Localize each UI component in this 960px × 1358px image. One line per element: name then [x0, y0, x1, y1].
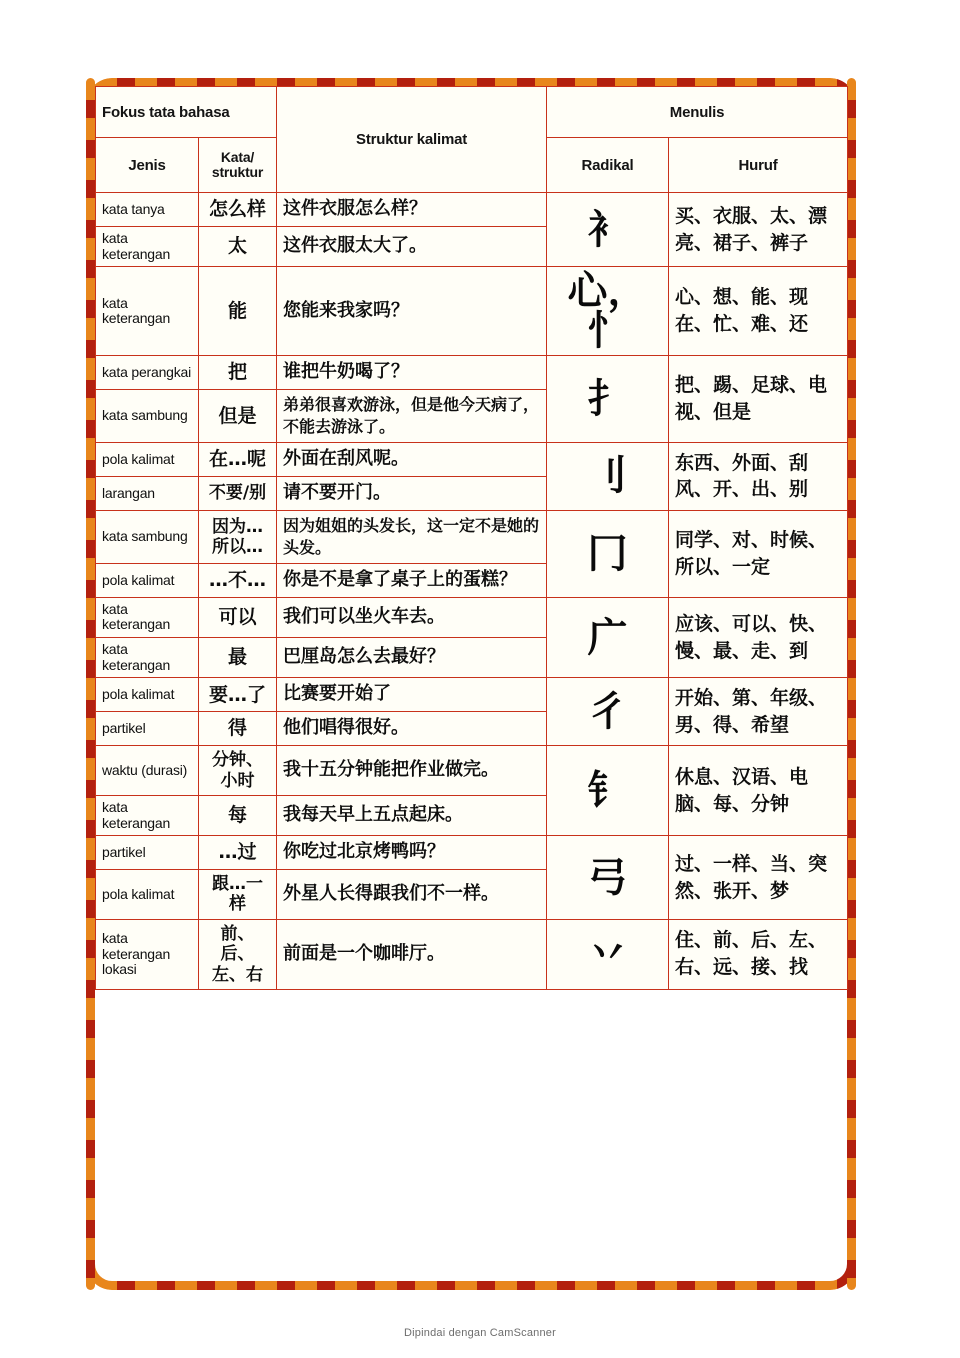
cell-huruf: 住、前、后、左、右、远、接、找	[669, 919, 848, 989]
header-row-groups	[96, 87, 848, 138]
cell-radikal: 扌	[547, 356, 669, 443]
cell-struktur-kalimat: 你吃过北京烤鸭吗？	[277, 836, 547, 870]
cell-huruf: 休息、汉语、电脑、每、分钟	[669, 746, 848, 836]
cell-struktur-kalimat: 我十五分钟能把作业做完。	[277, 746, 547, 796]
cell-kata-struktur: 要…了	[199, 678, 277, 712]
cell-radikal: 刂	[547, 443, 669, 511]
cell-struktur-kalimat: 前面是一个咖啡厅。	[277, 919, 547, 989]
cell-struktur-kalimat: 这件衣服怎么样？	[277, 193, 547, 227]
cell-struktur-kalimat: 谁把牛奶喝了？	[277, 356, 547, 390]
cell-jenis: waktu (durasi)	[96, 746, 199, 796]
table-row	[96, 678, 848, 712]
table-row	[96, 510, 848, 563]
header-kata-struktur-line2: struktur	[211, 164, 264, 180]
header-group-menulis: Menulis	[547, 87, 848, 138]
cell-huruf: 应该、可以、快、慢、最、走、到	[669, 597, 848, 678]
cell-struktur-kalimat: 您能来我家吗？	[277, 267, 547, 356]
header-radikal: Radikal	[547, 138, 669, 193]
table-row	[96, 919, 848, 989]
cell-struktur-kalimat: 弟弟很喜欢游泳，但是他今天病了，不能去游泳了。	[277, 390, 547, 443]
cell-radikal: 钅	[547, 746, 669, 836]
cell-kata-struktur: 把	[199, 356, 277, 390]
cell-struktur-kalimat: 比赛要开始了	[277, 678, 547, 712]
cell-struktur-kalimat: 我每天早上五点起床。	[277, 795, 547, 835]
cell-jenis: kata keterangan	[96, 597, 199, 637]
cell-jenis: kata sambung	[96, 510, 199, 563]
cell-struktur-kalimat: 巴厘岛怎么去最好？	[277, 638, 547, 678]
cell-kata-struktur: 因为…所以…	[199, 510, 277, 563]
cell-huruf: 过、一样、当、突然、张开、梦	[669, 836, 848, 920]
cell-jenis: kata keterangan	[96, 226, 199, 266]
cell-radikal: 心，忄	[547, 267, 669, 356]
cell-struktur-kalimat: 外面在刮风呢。	[277, 443, 547, 477]
cell-jenis: pola kalimat	[96, 678, 199, 712]
cell-kata-struktur: 在…呢	[199, 443, 277, 477]
cell-struktur-kalimat: 他们唱得很好。	[277, 712, 547, 746]
decorative-frame-rail-left	[86, 78, 95, 1290]
grammar-summary-table	[95, 86, 848, 990]
cell-jenis: kata keterangan	[96, 795, 199, 835]
cell-huruf: 心、想、能、现在、忙、难、还	[669, 267, 848, 356]
header-group-fokus-tata-bahasa: Fokus tata bahasa	[96, 87, 277, 138]
cell-jenis: larangan	[96, 476, 199, 510]
cell-kata-struktur: 怎么样	[199, 193, 277, 227]
cell-kata-struktur: 得	[199, 712, 277, 746]
cell-jenis: kata keterangan	[96, 638, 199, 678]
decorative-frame-rail-right	[847, 78, 856, 1290]
cell-huruf: 把、踢、足球、电视、但是	[669, 356, 848, 443]
cell-radikal: 彳	[547, 678, 669, 746]
cell-kata-struktur: 可以	[199, 597, 277, 637]
cell-kata-struktur: 不要/别	[199, 476, 277, 510]
cell-struktur-kalimat: 你是不是拿了桌子上的蛋糕？	[277, 563, 547, 597]
cell-kata-struktur: 每	[199, 795, 277, 835]
cell-jenis: kata tanya	[96, 193, 199, 227]
camscanner-watermark: Dipindai dengan CamScanner	[404, 1327, 556, 1339]
cell-huruf: 东西、外面、刮风、开、出、别	[669, 443, 848, 511]
table-row	[96, 746, 848, 796]
header-struktur-kalimat: Struktur kalimat	[277, 87, 547, 193]
cell-struktur-kalimat: 外星人长得跟我们不一样。	[277, 870, 547, 920]
cell-radikal: 广	[547, 597, 669, 678]
table-row	[96, 836, 848, 870]
cell-huruf: 买、衣服、太、漂亮、裙子、裤子	[669, 193, 848, 267]
cell-kata-struktur: 跟…一样	[199, 870, 277, 920]
cell-struktur-kalimat: 这件衣服太大了。	[277, 226, 547, 266]
table-header	[96, 87, 848, 193]
cell-struktur-kalimat: 我们可以坐火车去。	[277, 597, 547, 637]
cell-kata-struktur: …过	[199, 836, 277, 870]
cell-kata-struktur: 最	[199, 638, 277, 678]
table-row	[96, 356, 848, 390]
cell-jenis: pola kalimat	[96, 563, 199, 597]
cell-radikal: 弓	[547, 836, 669, 920]
cell-kata-struktur: …不…	[199, 563, 277, 597]
cell-huruf: 开始、第、年级、男、得、希望	[669, 678, 848, 746]
table-row	[96, 193, 848, 227]
cell-jenis: pola kalimat	[96, 870, 199, 920]
cell-radikal: 丷	[547, 919, 669, 989]
cell-jenis: kata keterangan lokasi	[96, 919, 199, 989]
cell-huruf: 同学、对、时候、所以、一定	[669, 510, 848, 597]
header-huruf: Huruf	[669, 138, 848, 193]
cell-jenis: kata keterangan	[96, 267, 199, 356]
cell-kata-struktur: 前、后、左、右	[199, 919, 277, 989]
cell-struktur-kalimat: 请不要开门。	[277, 476, 547, 510]
table-row	[96, 443, 848, 477]
cell-radikal: 衤	[547, 193, 669, 267]
cell-kata-struktur: 太	[199, 226, 277, 266]
header-jenis: Jenis	[96, 138, 199, 193]
cell-jenis: kata sambung	[96, 390, 199, 443]
cell-jenis: partikel	[96, 712, 199, 746]
cell-jenis: kata perangkai	[96, 356, 199, 390]
cell-kata-struktur: 能	[199, 267, 277, 356]
cell-struktur-kalimat: 因为姐姐的头发长，这一定不是她的头发。	[277, 510, 547, 563]
table-row	[96, 597, 848, 637]
cell-jenis: pola kalimat	[96, 443, 199, 477]
table-body	[96, 193, 848, 990]
cell-kata-struktur: 分钟、小时	[199, 746, 277, 796]
cell-jenis: partikel	[96, 836, 199, 870]
header-kata-struktur	[199, 138, 277, 193]
table-row	[96, 267, 848, 356]
cell-kata-struktur: 但是	[199, 390, 277, 443]
cell-radikal: 冂	[547, 510, 669, 597]
header-kata-struktur-line1: Kata/	[220, 149, 255, 166]
